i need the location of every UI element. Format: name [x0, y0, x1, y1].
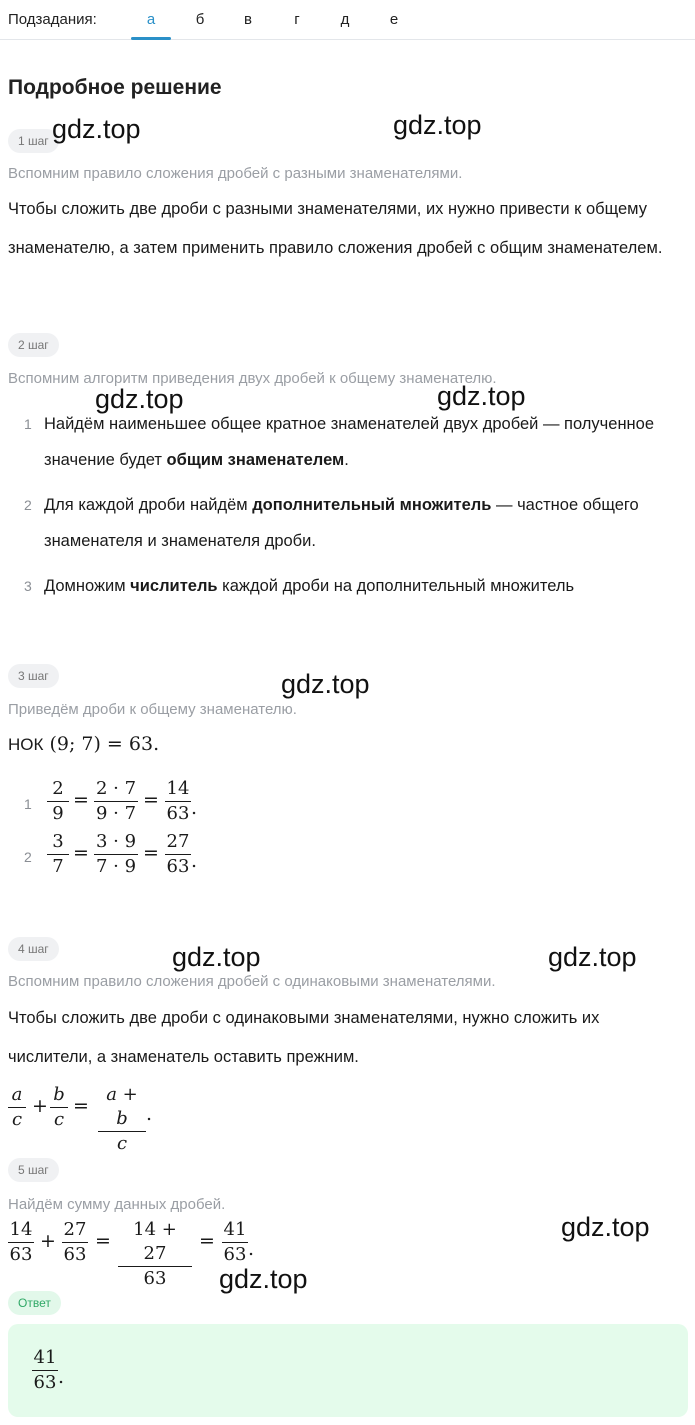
- answer-box: [8, 1324, 688, 1417]
- period: .: [191, 850, 198, 872]
- answer-badge: Ответ: [8, 1291, 61, 1315]
- watermark: gdz.top: [393, 110, 482, 140]
- fraction: $\frac{14}{63}$: [166, 778, 190, 824]
- watermark: gdz.top: [95, 384, 184, 414]
- step-3-badge: 3 шаг: [8, 664, 59, 688]
- list-number: 2: [24, 849, 32, 865]
- step-5-badge: 5 шаг: [8, 1158, 59, 1182]
- equals-sign: =: [143, 789, 159, 811]
- equals-sign: =: [73, 1095, 89, 1117]
- list-number: 2: [24, 497, 32, 513]
- equals-sign: =: [73, 842, 89, 864]
- step-4-hint: Вспомним правило сложения дробей с одинаковыми знаменателями.: [8, 973, 496, 990]
- lcm-expression: НОК (9; 7) = 63.: [8, 733, 160, 755]
- subtask-label: Подзадания:: [8, 11, 97, 28]
- answer-fraction: $\frac{41}{63}$: [33, 1347, 57, 1393]
- tab-b[interactable]: б: [195, 11, 205, 28]
- subtask-tabs: [0, 0, 695, 40]
- plus-sign: +: [32, 1095, 48, 1117]
- list-number: 1: [24, 796, 32, 812]
- algorithm-step-3: Домножим числитель каждой дроби на дополнительный множитель: [44, 577, 575, 595]
- step-4-badge: 4 шаг: [8, 937, 59, 961]
- step-1-text: Чтобы сложить две дроби с разными знаменателями, их нужно привести к общему знаменателю, а затем применить правило сложения дробей с общим знаменателем.: [8, 200, 663, 257]
- step-5-hint: Найдём сумму данных дробей.: [8, 1196, 226, 1213]
- watermark: gdz.top: [281, 669, 370, 699]
- tab-e[interactable]: е: [389, 11, 399, 28]
- watermark: gdz.top: [561, 1212, 650, 1242]
- watermark: gdz.top: [219, 1264, 308, 1294]
- plus-sign: +: [40, 1230, 56, 1252]
- period: .: [146, 1103, 153, 1125]
- page-title: Подробное решение: [8, 76, 222, 99]
- tab-v[interactable]: в: [244, 11, 252, 28]
- fraction: $\frac{2 \cdot 7}{9 \cdot 7}$: [95, 778, 137, 824]
- step-1-hint: Вспомним правило сложения дробей с разными знаменателями.: [8, 165, 463, 182]
- tab-g[interactable]: г: [294, 11, 300, 28]
- equals-sign: =: [73, 789, 89, 811]
- fraction: $\frac{27}{63}$: [63, 1219, 87, 1265]
- list-number: 3: [24, 578, 32, 594]
- tab-a[interactable]: а: [146, 11, 156, 28]
- step-1-badge: 1 шаг: [8, 129, 59, 153]
- period: .: [191, 797, 198, 819]
- fraction: $\frac{27}{63}$: [166, 831, 190, 877]
- watermark: gdz.top: [52, 114, 141, 144]
- active-tab-indicator: [131, 37, 171, 40]
- fraction: $\frac{a + b}{c}$: [98, 1083, 146, 1156]
- equals-sign: =: [143, 842, 159, 864]
- algorithm-step-2: Для каждой дроби найдём дополнительный множитель — частное общего знаменателя и знаменателя дроби.: [44, 496, 639, 550]
- algorithm-step-1: Найдём наименьшее общее кратное знаменателей двух дробей — полученное значение будет общим знаменателем.: [44, 415, 655, 469]
- equals-sign: =: [199, 1230, 215, 1252]
- tab-d[interactable]: д: [340, 11, 350, 28]
- step-3-hint: Приведём дроби к общему знаменателю.: [8, 701, 297, 718]
- fraction: $\frac{a}{c}$: [8, 1083, 26, 1132]
- period: .: [248, 1238, 255, 1260]
- list-number: 1: [24, 416, 32, 432]
- step-2-hint: Вспомним алгоритм приведения двух дробей к общему знаменателю.: [8, 370, 497, 387]
- fraction: $\frac{14}{63}$: [9, 1219, 33, 1265]
- fraction: $\frac{3}{7}$: [47, 830, 69, 879]
- step-4-text: Чтобы сложить две дроби с одинаковыми знаменателями, нужно сложить их числители, а знаменатель оставить прежним.: [8, 1009, 600, 1066]
- watermark: gdz.top: [548, 942, 637, 972]
- equals-sign: =: [95, 1230, 111, 1252]
- watermark: gdz.top: [172, 942, 261, 972]
- fraction: $\frac{b}{c}$: [50, 1083, 68, 1132]
- watermark: gdz.top: [437, 381, 526, 411]
- fraction: $\frac{14 + 27}{63}$: [118, 1218, 192, 1291]
- step-2-badge: 2 шаг: [8, 333, 59, 357]
- fraction: $\frac{3 \cdot 9}{7 \cdot 9}$: [95, 831, 137, 877]
- period: .: [58, 1366, 65, 1388]
- fraction: $\frac{41}{63}$: [223, 1219, 247, 1265]
- fraction: $\frac{2}{9}$: [47, 777, 69, 826]
